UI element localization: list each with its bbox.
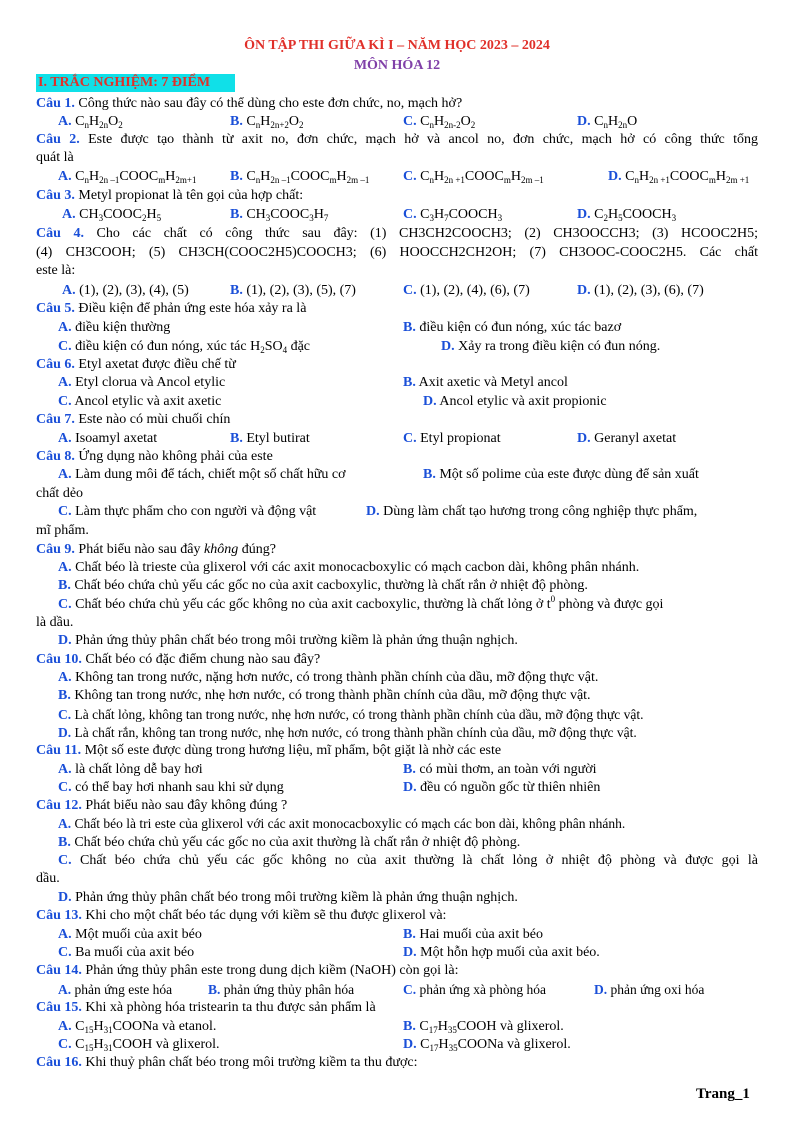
option-9d: D. Phản ứng thủy phân chất béo trong môi trường kiềm là phản ứng thuận nghịch. [58, 633, 518, 648]
option-12c-cont: dầu. [36, 871, 60, 886]
option-10b: B. Không tan trong nước, nhẹ hơn nước, có trong thành phần chính của dầu, mỡ động thực vật. [58, 688, 591, 703]
document-page: ÔN TẬP THI GIỮA KÌ I – NĂM HỌC 2023 – 2024 MÔN HÓA 12 I. TRẮC NGHIỆM: 7 ĐIỂM Câu 1. Công thức nào sau đây có thể dùng cho este đơn chức, no, mạch hở? A. $C_nH_{2n}O_2$ B. $C_nH_{2n+2}O_2$ C. $C_nH_{2n-2}O_2$ D. $C_nH_{2n}O$ Câu 2. Este được tạo thành từ axit no, đơn chức, mạch hở và ancol no, đơn chức, mạch hở có công thức tổng quát là A. $C_nH_{2n -1}COOC_mH_{2m+1}$ B. $C_nH_{2n -1}COOC_mH_{2m -1}$ C. $C_nH_{2n +1}COOC_mH_{2m -1}$ D. $C_nH_{2n +1}COOC_mH_{2m +1}$ Câu 3. Metyl propionat là tên gọi của hợp chất: A. $CH_3COOC_2H_5$ B. $CH_3COOC_3H_7$ C. $C_3H_7COOCH_3$ D. $C_2H_5COOCH_3$ Câu 4. Cho các chất có công thức sau đây: (1) CH3CH2COOCH3; (2) CH3OOCCH3; (3) HCOOC2H5; (4) CH3COOH; (5) CH3CH(COOC2H5)COOCH3; (6) HOOCCH2CH2OH; (7) CH3OOC-COOC2H5. Các chất este là: A. (1), (2), (3), (4), (5) B. (1), (2), (3), (5), (7) C. (1), (2), (4), (6), (7) D. (1), (2), (3), (6), (7) Câu 5. Điều kiện để phản ứng este hóa xảy ra là A. điều kiện thường B. điều kiện có đun nóng, xúc tác bazơ C. điều kiện có đun nóng, xúc tác $H_2SO_4$ đặc D. Xảy ra trong điều kiện có đun nóng. Câu 6. Etyl axetat được điều chế từ A. Etyl clorua và Ancol etylic B. Axit axetic và Metyl ancol C. Ancol etylic và axit axetic D. Ancol etylic và axit propionic Câu 7. Este nào có mùi chuối chín A. Isoamyl axetat B. Etyl butirat C. Etyl propionat D. Geranyl axetat Câu 8. Ứng dụng nào không phải của este A. Làm dung môi để tách, chiết một số chất hữu cơ B. Một số polime của este được dùng để sản xuất chất dẻo C. Làm thực phẩm cho con người và động vật D. Dùng làm chất tạo hương trong công nghiệp thực phẩm, mĩ phẩm. Câu 9. Phát biểu nào sau đây không đúng? A. Chất béo là trieste của glixerol với các axit monocacboxylic có mạch cacbon dài, không phân nhánh. B. Chất béo chứa chủ yếu các gốc no của axit cacboxylic, thường là chất rắn ở nhiệt độ phòng. C. Chất béo chứa chủ yếu các gốc không no của axit cacboxylic, thường là chất lỏng ở $t^0$ phòng và được gọi là dầu. D. Phản ứng thủy phân chất béo trong môi trường kiềm là phản ứng thuận nghịch. Câu 10. Chất béo có đặc điểm chung nào sau đây? A. Không tan trong nước, nặng hơn nước, có trong thành phần chính của dầu, mỡ động thực vật. B. Không tan trong nước, nhẹ hơn nước, có trong thành phần chính của dầu, mỡ động thực vật. C. Là chất lỏng, không tan trong nước, nhẹ hơn nước, có trong thành phần chính của dầu, mỡ động thực vật. D. Là chất rắn, không tan trong nước, nhẹ hơn nước, có trong thành phần chính của dầu, mỡ động thực vật. Câu 11. Một số este được dùng trong hương liệu, mĩ phẩm, bột giặt là nhờ các este A. là chất lỏng dễ bay hơi B. có mùi thơm, an toàn với người C. có thể bay hơi nhanh sau khi sử dụng D. đều có nguồn gốc từ thiên nhiên Câu 12. Phát biểu nào sau đây không đúng ? A. Chất béo là tri este của glixerol với các axit monocacboxylic có mạch các bon dài, không phân nhánh. B. Chất béo chứa chủ yếu các gốc no của axit thường là chất rắn ở nhiệt độ phòng. C. Chất béo chứa chủ yếu các gốc không no của axit thường là chất lỏng ở nhiệt độ phòng và được gọi là dầu. D. Phản ứng thủy phân chất béo trong môi trường kiềm là phản ứng thuận nghịch. Câu 13. Khi cho một chất béo tác dụng với kiềm sẽ thu được glixerol và: A. Một muối của axit béo B. Hai muối của axit béo C. Ba muối của axit béo D. Một hỗn hợp muối của axit béo. Câu 14. Phản ứng thủy phân este trong dung dịch kiềm (NaOH) còn gọi là: A. phản ứng este hóa B. phản ứng thủy phân hóa C. phản ứng xà phòng hóa D. phản ứng oxi hóa Câu 15. Khi xà phòng hóa tristearin ta thu được sản phẩm là A. $C_{15}H_{31}COONa$ và etanol. B. $C_{17}H_{35}COOH$ và glixerol. C. $C_{15}H_{31}COOH$ và glixerol. D. $C_{17}H_{35}COONa$ và glixerol. Câu 16. Khi thuỷ phân chất béo trong môi trường kiềm ta thu được: Trang_1 [0, 0, 794, 1123]
option-9c: C. Chất béo chứa chủ yếu các gốc không no của axit cacboxylic, thường là chất lỏng ở $t^0$ phòng và được gọi [58, 594, 664, 612]
option-9a: A. Chất béo là trieste của glixerol với các axit monocacboxylic có mạch cacbon dài, không phân nhánh. [58, 560, 640, 575]
option-10c: C. Là chất lỏng, không tan trong nước, nhẹ hơn nước, có trong thành phần chính của dầu, mỡ động thực vật. [58, 707, 644, 722]
option-12c: C. Chất béo chứa chủ yếu các gốc không no của axit thường là chất lỏng ở nhiệt độ phòng và được gọi là [58, 853, 759, 868]
question-15: Câu 15. Khi xà phòng hóa tristearin ta thu được sản phẩm là [36, 1000, 376, 1015]
document-title: ÔN TẬP THI GIỮA KÌ I – NĂM HỌC 2023 – 2024 [244, 38, 550, 53]
question-9: Câu 9. Phát biểu nào sau đây không đúng? [36, 542, 276, 557]
question-6: Câu 6. Etyl axetat được điều chế từ [36, 357, 236, 372]
question-14: Câu 14. Phản ứng thủy phân este trong dung dịch kiềm (NaOH) còn gọi là: [36, 963, 459, 978]
question-4-cont: (4) CH3COOH; (5) CH3CH(COOC2H5)COOCH3; (6) HOOCCH2CH2OH; (7) CH3OOC-COOC2H5. Các chất [36, 245, 758, 260]
option-10d: D. Là chất rắn, không tan trong nước, nhẹ hơn nước, có trong thành phần chính của dầu, mỡ động thực vật. [58, 725, 637, 740]
options-8-cont: chất dẻo [36, 486, 84, 501]
option-10a: A. Không tan trong nước, nặng hơn nước, có trong thành phần chính của dầu, mỡ động thực vật. [58, 670, 599, 685]
question-4-cont2: este là: [36, 263, 76, 278]
question-11: Câu 11. Một số este được dùng trong hương liệu, mĩ phẩm, bột giặt là nhờ các este [36, 743, 502, 758]
question-2-cont: quát là [36, 150, 74, 165]
option-12b: B. Chất béo chứa chủ yếu các gốc no của axit thường là chất rắn ở nhiệt độ phòng. [58, 835, 521, 850]
page-number: Trang_1 [696, 1086, 750, 1102]
options-8-cont2: mĩ phẩm. [36, 523, 89, 538]
question-8: Câu 8. Ứng dụng nào không phải của este [36, 449, 273, 464]
question-1: Câu 1. Công thức nào sau đây có thể dùng cho este đơn chức, no, mạch hở? [36, 96, 463, 111]
question-3: Câu 3. Metyl propionat là tên gọi của hợp chất: [36, 188, 304, 203]
question-12: Câu 12. Phát biểu nào sau đây không đúng ? [36, 798, 288, 813]
option-12a: A. Chất béo là tri este của glixerol với các axit monocacboxylic có mạch các bon dài, không phân nhánh. [58, 816, 626, 831]
option-9c-cont: là dầu. [36, 615, 74, 630]
option-12d: D. Phản ứng thủy phân chất béo trong môi trường kiềm là phản ứng thuận nghịch. [58, 890, 518, 905]
question-4: Câu 4. Cho các chất có công thức sau đây: (1) CH3CH2COOCH3; (2) CH3OOCCH3; (3) HCOOC2H5; [36, 226, 758, 241]
question-5: Câu 5. Điều kiện để phản ứng este hóa xảy ra là [36, 301, 307, 316]
question-10: Câu 10. Chất béo có đặc điểm chung nào sau đây? [36, 652, 321, 667]
document-subject: MÔN HÓA 12 [353, 58, 441, 73]
option-9b: B. Chất béo chứa chủ yếu các gốc no của axit cacboxylic, thường là chất rắn ở nhiệt độ phòng. [58, 578, 588, 593]
question-16: Câu 16. Khi thuỷ phân chất béo trong môi trường kiềm ta thu được: [36, 1055, 418, 1070]
question-13: Câu 13. Khi cho một chất béo tác dụng với kiềm sẽ thu được glixerol và: [36, 908, 447, 923]
question-7: Câu 7. Este nào có mùi chuối chín [36, 412, 231, 427]
section-heading: I. TRẮC NGHIỆM: 7 ĐIỂM [36, 74, 235, 92]
question-2: Câu 2. Este được tạo thành từ axit no, đơn chức, mạch hở và ancol no, đơn chức, mạch hở có công thức tổng [36, 132, 758, 147]
